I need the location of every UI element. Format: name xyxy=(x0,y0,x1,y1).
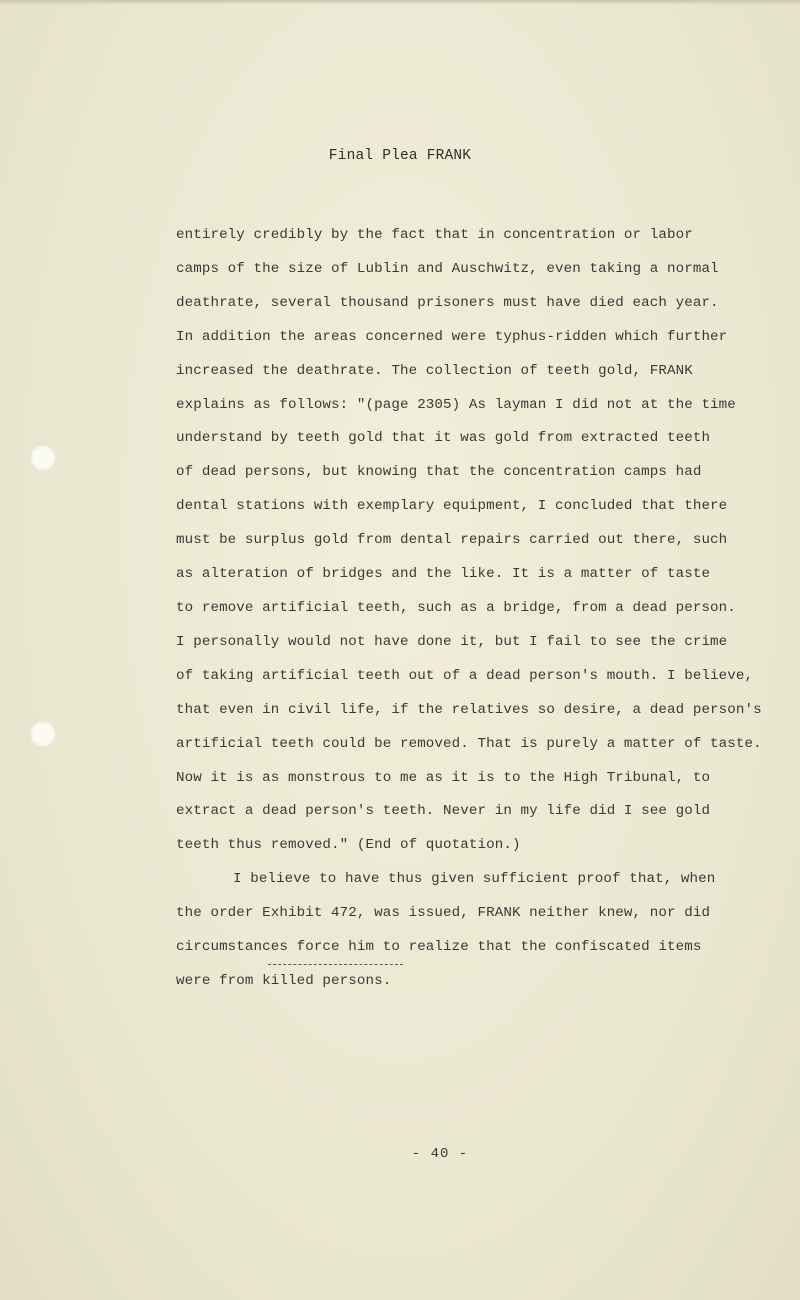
text-line: to remove artificial teeth, such as a bridge, from a dead person. xyxy=(176,599,736,616)
text-line: understand by teeth gold that it was gold from extracted teeth xyxy=(176,430,711,447)
text-line: teeth thus removed." (End of quotation.) xyxy=(176,837,521,854)
text-line: were from killed persons. xyxy=(176,972,392,989)
text-line: I personally would not have done it, but I fail to see the crime xyxy=(176,633,728,650)
paragraph xyxy=(176,863,776,999)
text-line: dental stations with exemplary equipment, I concluded that there xyxy=(176,498,728,515)
punch-hole xyxy=(30,721,56,747)
page-number: - 40 - xyxy=(411,1146,469,1162)
text-line: In addition the areas concerned were typhus-ridden which further xyxy=(176,328,728,345)
text-line: entirely credibly by the fact that in concentration or labor xyxy=(176,227,693,243)
text-line: of dead persons, but knowing that the concentration camps had xyxy=(176,464,702,481)
text-line: artificial teeth could be removed. That is purely a matter of taste. xyxy=(176,735,762,752)
text-line: Now it is as monstrous to me as it is to the High Tribunal, to xyxy=(176,769,711,786)
text-line: deathrate, several thousand prisoners must have died each year. xyxy=(176,294,719,311)
text-line: increased the deathrate. The collection of teeth gold, FRANK xyxy=(176,362,693,379)
punch-hole xyxy=(30,445,56,471)
text-line: explains as follows: "(page 2305) As layman I did not at the time xyxy=(176,396,736,413)
text-line: camps of the size of Lublin and Auschwitz, even taking a normal xyxy=(176,260,719,277)
section-divider xyxy=(268,964,403,965)
document-body xyxy=(176,219,776,999)
text-line: as alteration of bridges and the like. It is a matter of taste xyxy=(176,566,711,583)
text-line: that even in civil life, if the relatives so desire, a dead person's xyxy=(176,701,762,718)
text-line: of taking artificial teeth out of a dead person's mouth. I believe, xyxy=(176,667,754,684)
page-top-edge xyxy=(0,0,800,5)
text-line: circumstances force him to realize that the confiscated items xyxy=(176,939,702,956)
text-line: extract a dead person's teeth. Never in my life did I see gold xyxy=(176,803,711,820)
text-line: the order Exhibit 472, was issued, FRANK neither knew, nor did xyxy=(176,905,711,922)
paragraph xyxy=(176,219,776,863)
text-line: must be surplus gold from dental repairs carried out there, such xyxy=(176,532,728,549)
page-header: Final Plea FRANK xyxy=(328,148,472,164)
text-line: I believe to have thus given sufficient proof that, when xyxy=(233,871,716,888)
